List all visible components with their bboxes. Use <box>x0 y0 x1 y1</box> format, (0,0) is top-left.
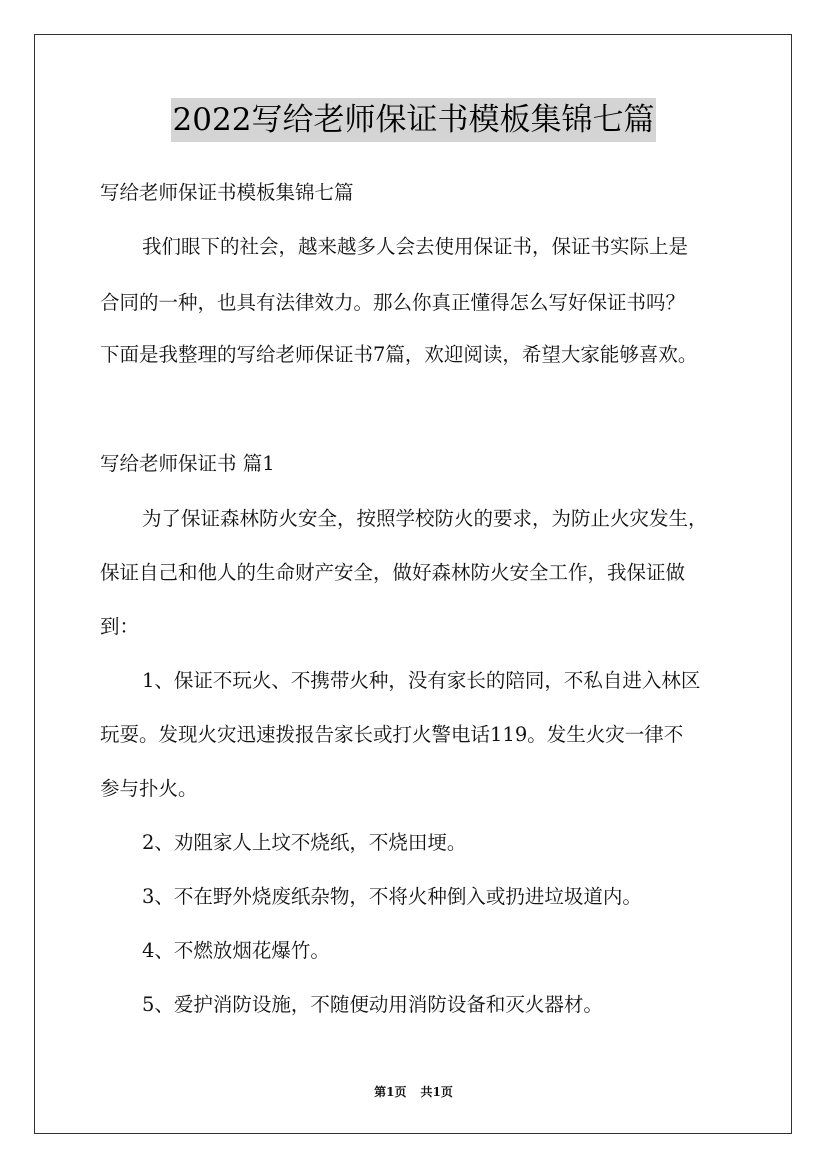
page-number: 第1页 <box>374 1085 407 1099</box>
list-item: 玩耍。发现火灾迅速拨报告家长或打火警电话119。发生火灾一律不 <box>100 723 684 746</box>
intro-line: 我们眼下的社会，越来越多人会去使用保证书，保证书实际上是 <box>142 235 689 258</box>
body-line: 到： <box>100 615 140 638</box>
intro-line: 下面是我整理的写给老师保证书7篇，欢迎阅读，希望大家能够喜欢。 <box>100 343 698 366</box>
page-total: 共1页 <box>420 1085 453 1099</box>
document-title: 2022写给老师保证书模板集锦七篇 <box>171 98 657 142</box>
page-footer <box>0 1084 827 1100</box>
intro-line: 合同的一种，也具有法律效力。那么你真正懂得怎么写好保证书吗？ <box>100 291 686 314</box>
list-item: 2、劝阻家人上坟不烧纸，不烧田埂。 <box>142 831 467 854</box>
list-item: 3、不在野外烧废纸杂物，不将火种倒入或扔进垃圾道内。 <box>142 885 642 908</box>
list-item: 5、爱护消防设施，不随便动用消防设备和灭火器材。 <box>142 993 603 1016</box>
section-heading: 写给老师保证书 篇1 <box>100 452 275 475</box>
document-subtitle: 写给老师保证书模板集锦七篇 <box>100 181 354 204</box>
list-item: 参与扑火。 <box>100 777 198 800</box>
list-item: 4、不燃放烟花爆竹。 <box>142 939 330 962</box>
title-container <box>0 98 827 142</box>
body-line: 为了保证森林防火安全，按照学校防火的要求，为防止火灾发生， <box>142 507 708 530</box>
body-line: 保证自己和他人的生命财产安全，做好森林防火安全工作，我保证做 <box>100 561 686 584</box>
list-item: 1、保证不玩火、不携带火种，没有家长的陪同，不私自进入林区 <box>142 669 701 692</box>
